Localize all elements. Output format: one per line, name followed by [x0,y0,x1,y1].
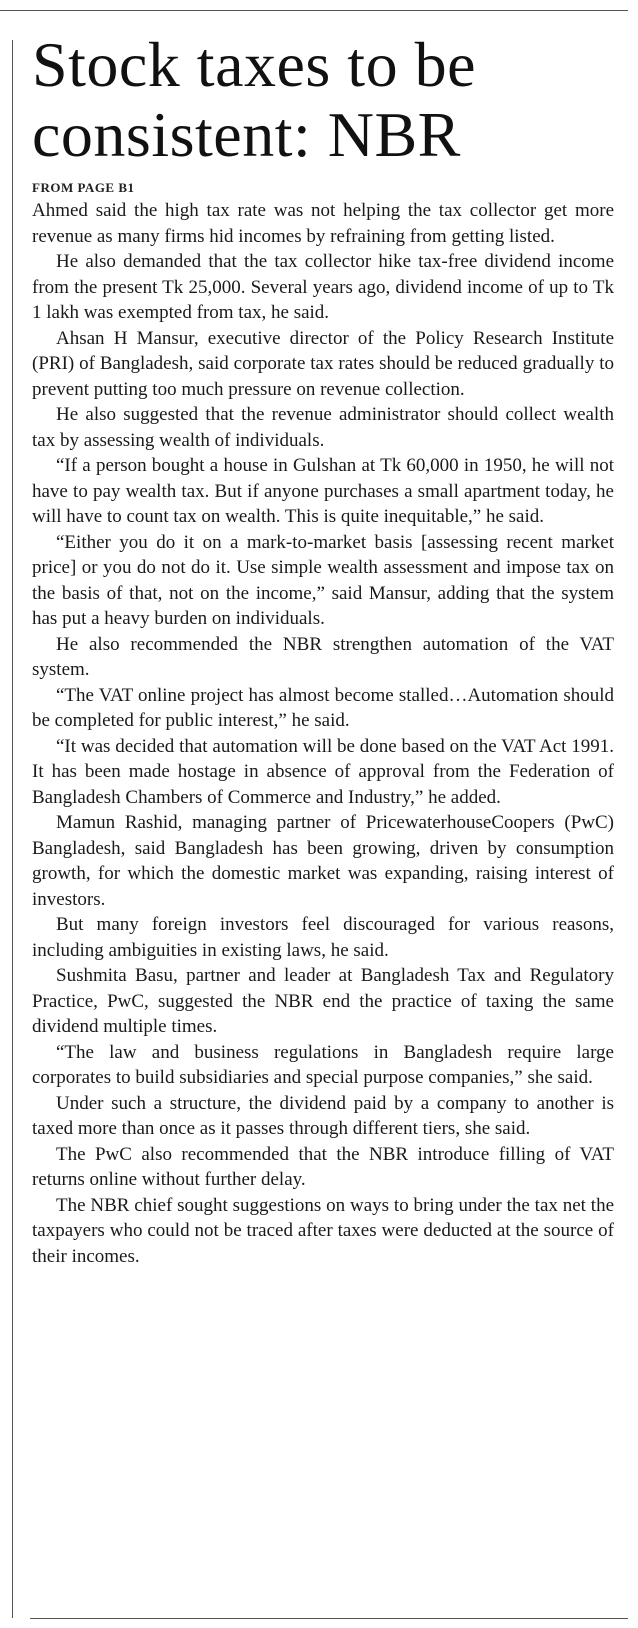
paragraph: “It was decided that automation will be done based on the VAT Act 1991. It has been made hostage in absence of approval from the Federation of Bangladesh Chambers of Commerce and Industry,” he added. [32,735,614,808]
paragraph: He also demanded that the tax collector hike tax-free dividend income from the present Tk 25,000. Several years ago, dividend income of up to Tk 1 lakh was exempted from tax, he said. [32,251,614,323]
paragraph: But many foreign investors feel discouraged for various reasons, including ambiguities in existing laws, he said. [32,914,614,961]
headline: Stock taxes to be consistent: NBR [32,29,476,170]
top-rule [0,10,628,11]
paragraph: Under such a structure, the dividend paid by a company to another is taxed more than once as it passes through different tiers, she said. [32,1092,614,1139]
paragraph: The NBR chief sought suggestions on ways to bring under the tax net the taxpayers who could not be traced after taxes were deducted at the source of their incomes. [32,1194,614,1267]
paragraph: “Either you do it on a mark-to-market basis [assessing recent market price] or you do not do it. Use simple wealth assessment and impose tax on the basis of that, not on the income,” said Mansur, adding that the system has put a heavy burden on individuals. [32,531,614,629]
left-column-rule [12,40,13,1618]
paragraph: He also recommended the NBR strengthen automation of the VAT system. [32,633,614,680]
paragraph: The PwC also recommended that the NBR introduce filling of VAT returns online without further delay. [32,1143,614,1190]
paragraph: Mamun Rashid, managing partner of PricewaterhouseCoopers (PwC) Bangladesh, said Bangladesh has been growing, driven by consumption growth, for which the domestic market was expanding, raising interest of investors. [32,812,614,910]
paragraph: Sushmita Basu, partner and leader at Bangladesh Tax and Regulatory Practice, PwC, suggested the NBR end the practice of taxing the same dividend multiple times. [32,965,614,1037]
paragraph: “The VAT online project has almost become stalled…Automation should be completed for public interest,” he said. [32,684,614,731]
paragraph: Ahsan H Mansur, executive director of the Policy Research Institute (PRI) of Bangladesh, said corporate tax rates should be reduced gradually to prevent putting too much pressure on revenue collection. [32,327,614,400]
paragraph: Ahmed said the high tax rate was not helping the tax collector get more revenue as many firms hid incomes by refraining from getting listed. [32,200,614,247]
paragraph: “The law and business regulations in Bangladesh require large corporates to build subsidiaries and special purpose companies,” she said. [32,1041,614,1088]
bottom-rule [30,1618,628,1619]
jump-line: FROM PAGE B1 [32,180,135,195]
article-body [32,198,614,1269]
article [32,30,614,1269]
paragraph: “If a person bought a house in Gulshan at Tk 60,000 in 1950, he will not have to pay wealth tax. But if anyone purchases a small apartment today, he will have to count tax on wealth. This is quite inequitable,” he said. [32,455,614,527]
paragraph: He also suggested that the revenue administrator should collect wealth tax by assessing wealth of individuals. [32,404,614,451]
